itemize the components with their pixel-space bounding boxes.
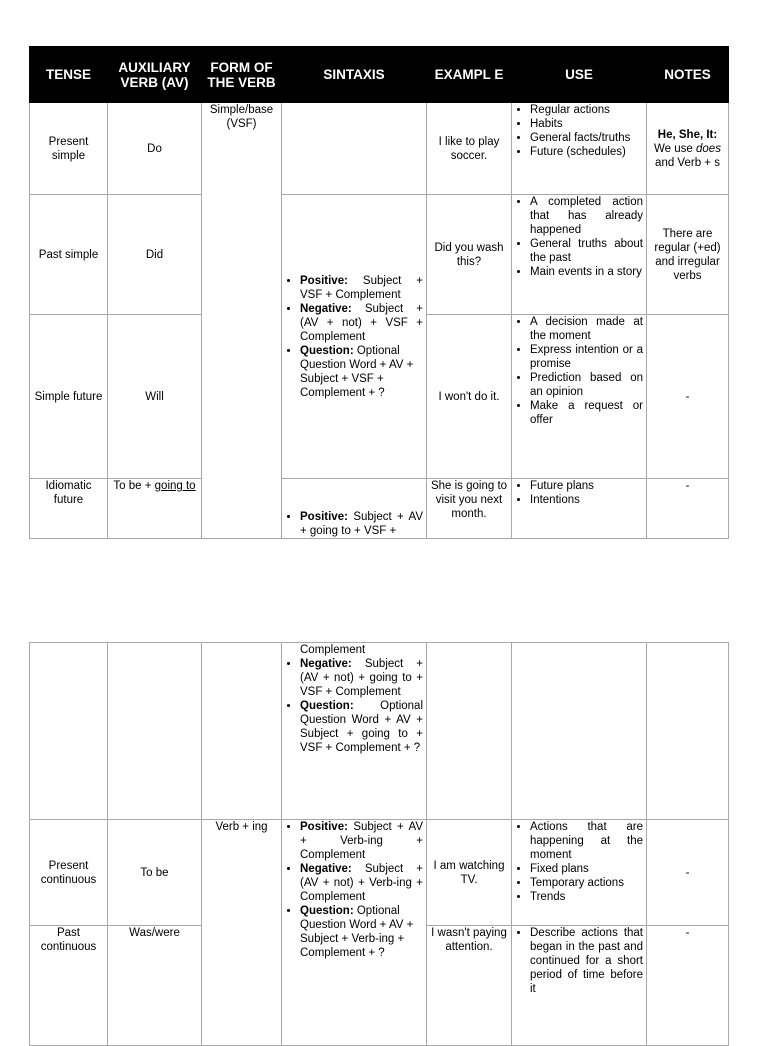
example-cell: I wasn't paying attention. — [427, 926, 512, 1046]
syntax-text: Optional Question Word + AV + Subject + VSF + Complement + ? — [300, 344, 414, 399]
list-item: • General truths about the past — [530, 237, 643, 265]
example-cell: She is going to visit you next month. — [427, 479, 512, 539]
list-item: • Habits — [530, 117, 643, 131]
notes-cell-empty — [647, 643, 729, 820]
use-cell — [512, 195, 647, 315]
header-syntax: SINTAXIS — [282, 47, 427, 103]
list-item — [300, 657, 423, 699]
syntax-label: Negative: — [300, 302, 352, 315]
use-cell — [512, 103, 647, 195]
syntax-label: Negative: — [300, 658, 352, 670]
list-item: • Express intention or a promise — [530, 343, 643, 371]
notes-bold: He, She, It: — [657, 128, 718, 141]
tense-cell: Idiomatic future — [30, 479, 108, 539]
syntax-text: Subject + (AV + not) + going to + VSF + Complement — [300, 658, 423, 698]
list-item: • Temporary actions — [530, 876, 643, 890]
syntax-label: Question: — [300, 905, 354, 917]
syntax-text: Subject + AV + going to + VSF + — [300, 511, 423, 537]
example-cell: I won't do it. — [427, 315, 512, 479]
list-item: • General facts/truths — [530, 131, 643, 145]
tense-cell: Past continuous — [30, 926, 108, 1046]
syntax-cell — [282, 820, 427, 1046]
list-item — [300, 302, 423, 344]
form-cell: Simple/base (VSF) — [202, 103, 282, 539]
list-item: • Trends — [530, 890, 643, 904]
syntax-text: Subject + (AV + not) + Verb-ing + Complement — [300, 863, 423, 903]
syntax-label: Question: — [300, 344, 354, 357]
aux-cell: Do — [108, 103, 202, 195]
syntax-cell-empty — [282, 103, 427, 195]
list-item: • Intentions — [530, 493, 643, 507]
syntax-label: Question: — [300, 700, 354, 712]
example-cell-empty — [427, 643, 512, 820]
example-cell: I like to play soccer. — [427, 103, 512, 195]
tenses-table-part-1 — [29, 46, 729, 539]
notes-text: and Verb + s — [655, 156, 720, 169]
aux-cell: Did — [108, 195, 202, 315]
notes-cell: - — [647, 820, 729, 926]
tense-cell: Present continuous — [30, 820, 108, 926]
syntax-text: Subject + (AV + not) + VSF + Complement — [300, 302, 423, 343]
table-row — [30, 103, 729, 195]
notes-cell: - — [647, 926, 729, 1046]
syntax-text: Subject + AV + Verb-ing + Complement — [300, 821, 423, 861]
aux-cell — [108, 479, 202, 539]
list-item: • Fixed plans — [530, 862, 643, 876]
header-use: USE — [512, 47, 647, 103]
use-cell — [512, 479, 647, 539]
use-cell-empty — [512, 643, 647, 820]
list-item — [300, 274, 423, 302]
example-cell: I am watching TV. — [427, 820, 512, 926]
aux-cell: Will — [108, 315, 202, 479]
header-aux: AUXILIARY VERB (AV) — [108, 47, 202, 103]
tense-cell: Present simple — [30, 103, 108, 195]
syntax-label: Negative: — [300, 863, 352, 875]
table-row — [30, 820, 729, 926]
list-item: • Regular actions — [530, 103, 643, 117]
list-item: • Actions that are happening at the moment — [530, 820, 643, 862]
list-item: • Main events in a story — [530, 265, 643, 279]
list-item — [300, 510, 423, 538]
notes-italic: does — [696, 142, 721, 155]
syntax-label: Positive: — [300, 821, 348, 833]
notes-cell: - — [647, 479, 729, 539]
table-row — [30, 643, 729, 820]
table-row — [30, 479, 729, 539]
aux-text: To be + — [113, 480, 155, 492]
list-item: • Make a request or offer — [530, 399, 643, 427]
tense-cell: Past simple — [30, 195, 108, 315]
syntax-cell — [282, 643, 427, 820]
aux-cell-empty — [108, 643, 202, 820]
header-row — [30, 47, 729, 103]
syntax-cell — [282, 195, 427, 479]
syntax-continued: Complement — [300, 644, 366, 656]
aux-underlined: going to — [154, 480, 196, 492]
aux-cell: Was/were — [108, 926, 202, 1046]
header-form: FORM OF THE VERB — [202, 47, 282, 103]
header-notes: NOTES — [647, 47, 729, 103]
notes-cell: There are regular (+ed) and irregular verbs — [647, 195, 729, 315]
form-cell-empty — [202, 643, 282, 820]
list-item — [300, 344, 423, 400]
header-example: EXAMPL E — [427, 47, 512, 103]
list-item: • A decision made at the moment — [530, 315, 643, 343]
aux-cell: To be — [108, 820, 202, 926]
example-cell: Did you wash this? — [427, 195, 512, 315]
syntax-cell — [282, 479, 427, 539]
use-cell — [512, 315, 647, 479]
notes-text: We use — [654, 142, 697, 155]
tense-cell: Simple future — [30, 315, 108, 479]
syntax-label: Positive: — [300, 511, 348, 523]
tense-cell-empty — [30, 643, 108, 820]
list-item — [300, 699, 423, 755]
notes-cell: - — [647, 315, 729, 479]
list-item — [300, 820, 423, 862]
table-row — [30, 195, 729, 315]
notes-cell — [647, 103, 729, 195]
use-cell — [512, 926, 647, 1046]
syntax-label: Positive: — [300, 274, 348, 287]
list-item: • Future (schedules) — [530, 145, 643, 159]
list-item: • A completed action that has already happened — [530, 195, 643, 237]
tenses-table-part-2 — [29, 642, 729, 1046]
syntax-text: Optional Question Word + AV + Subject + going to + VSF + Complement + ? — [300, 700, 423, 754]
syntax-text: Subject + VSF + Complement — [300, 274, 423, 301]
syntax-text: Optional Question Word + AV + Subject + Verb-ing + Complement + ? — [300, 905, 414, 959]
list-item: • Future plans — [530, 479, 643, 493]
list-item: • Prediction based on an opinion — [530, 371, 643, 399]
use-cell — [512, 820, 647, 926]
list-item — [300, 862, 423, 904]
list-item — [300, 904, 423, 960]
header-tense: TENSE — [30, 47, 108, 103]
list-item: • Describe actions that began in the past and continued for a short period of time before it — [530, 926, 643, 996]
form-cell: Verb + ing — [202, 820, 282, 1046]
